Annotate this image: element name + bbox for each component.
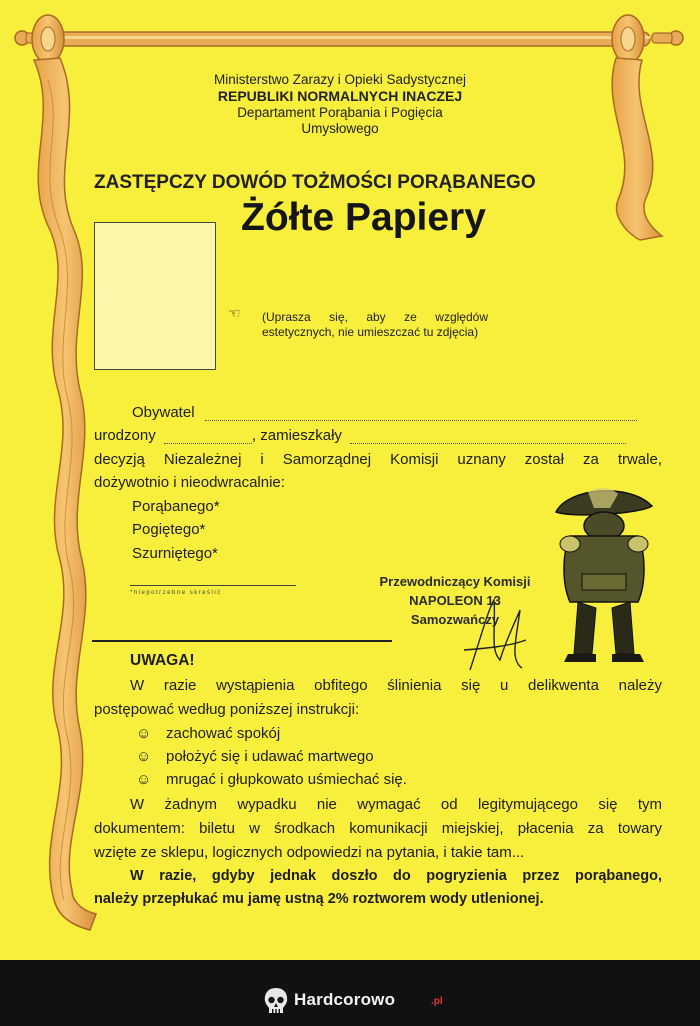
smiley-icon: ☺ (136, 771, 152, 788)
list-item: ☺ mrugać i głupkowato uśmiechać się. (136, 771, 407, 788)
chairman-name: NAPOLEON 13 (409, 593, 501, 608)
signature-scribble (460, 590, 530, 680)
warning-intro: W razie wystąpienia obfitego ślinienia się u delikwenta należy (130, 677, 662, 694)
warning-intro-cont: postępować według poniższej instrukcji: (94, 701, 360, 718)
napoleon-figure-image (548, 484, 658, 664)
residing-label: , zamieszkały (251, 427, 342, 444)
photo-note: (Uprasza się, aby ze względów estetycznych, nie umieszczać tu zdjęcia) (262, 310, 488, 339)
option-szurniety: Szurniętego* (132, 545, 218, 562)
site-logo-suffix: .pl (431, 996, 443, 1007)
decision-text: decyzją Niezależnej i Samorządnej Komisji uznany został za trwale, (94, 451, 662, 468)
document-title: ZASTĘPCZY DOWÓD TOŻMOŚCI PORĄBANEGO (94, 172, 536, 193)
paragraph-line: wzięte ze sklepu, logicznych odpowiedzi na pytania, i takie tam... (94, 844, 525, 861)
list-item: ☺ położyć się i udawać martwego (136, 748, 374, 765)
born-label: urodzony (94, 427, 156, 444)
photo-box (94, 222, 216, 370)
born-field[interactable] (164, 429, 252, 444)
ministry-name: Ministerstwo Zarazy i Opieki Sadystycznej (213, 72, 467, 87)
option-porabany: Porąbanego* (132, 498, 220, 515)
pointing-hand-icon: ☜ (228, 305, 241, 321)
site-logo[interactable]: Hardcorowo (294, 990, 396, 1009)
bold-instruction-cont: należy przepłukać mu jamę ustną 2% roztworem wody utlenionej. (94, 891, 544, 907)
decision-text-cont: dożywotnio i nieodwracalnie: (94, 474, 285, 491)
citizen-field[interactable] (205, 406, 637, 421)
department-name: Departament Porąbania i Pogięcia (237, 105, 443, 120)
document-subtitle: Żółte Papiery (241, 196, 486, 239)
skull-logo-icon (262, 986, 290, 1016)
paragraph-line: W żadnym wypadku nie wymagać od legitymującego się tym (130, 796, 662, 813)
section-divider (92, 640, 392, 642)
option-pogiety: Pogiętego* (132, 521, 206, 538)
paragraph-line: dokumentem: biletu w środkach komunikacji miejskiej, płacenia za towary (94, 820, 662, 837)
born-line (94, 427, 626, 444)
chairman-role: Przewodniczący Komisji (379, 574, 531, 589)
smiley-icon: ☺ (136, 748, 152, 765)
citizen-line (132, 404, 637, 421)
bold-instruction: W razie, gdyby jednak doszło do pogryzienia przez porąbanego, (130, 868, 662, 884)
department-name-cont: Umysłowego (301, 121, 379, 136)
smiley-icon: ☺ (136, 725, 152, 742)
republic-name: REPUBLIKI NORMALNYCH INACZEJ (217, 88, 463, 104)
list-item: ☺ zachować spokój (136, 725, 281, 742)
residing-field[interactable] (350, 429, 626, 444)
chairman-title: Samozwańczy (410, 612, 500, 627)
citizen-label: Obywatel (132, 404, 195, 421)
warning-heading: UWAGA! (130, 652, 195, 669)
strike-line (130, 585, 296, 586)
footnote: *niepotrzebne skreślić (130, 590, 222, 596)
